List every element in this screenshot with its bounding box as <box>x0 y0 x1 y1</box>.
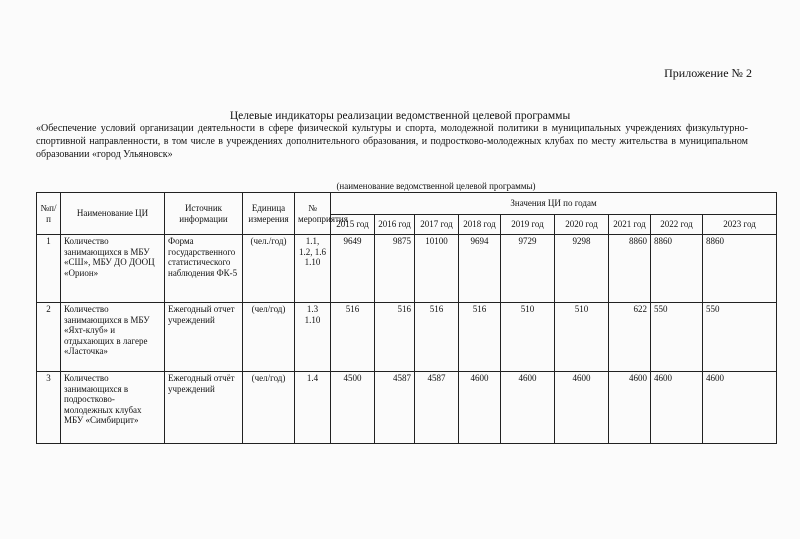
cell-value: 9729 <box>501 235 555 303</box>
cell-value: 4587 <box>415 372 459 444</box>
cell-value: 8860 <box>703 235 777 303</box>
header-num: №п/п <box>37 193 61 235</box>
cell-value: 4500 <box>331 372 375 444</box>
cell-measures: 1.3 1.10 <box>295 303 331 372</box>
cell-measures: 1.1, 1.2, 1.6 1.10 <box>295 235 331 303</box>
cell-source: Форма государственного статистического наблюдения ФК-5 <box>165 235 243 303</box>
cell-value: 510 <box>501 303 555 372</box>
cell-value: 8860 <box>609 235 651 303</box>
cell-value: 4600 <box>703 372 777 444</box>
header-year: 2016 год <box>375 215 415 235</box>
cell-measures: 1.4 <box>295 372 331 444</box>
header-values-group: Значения ЦИ по годам <box>331 193 777 215</box>
cell-value: 4587 <box>375 372 415 444</box>
header-year: 2020 год <box>555 215 609 235</box>
cell-value: 510 <box>555 303 609 372</box>
cell-value: 516 <box>375 303 415 372</box>
header-year: 2021 год <box>609 215 651 235</box>
cell-unit: (чел./год) <box>243 235 295 303</box>
header-year: 2015 год <box>331 215 375 235</box>
cell-source: Ежегодный отчёт учреждений <box>165 372 243 444</box>
cell-value: 550 <box>703 303 777 372</box>
table-body <box>37 235 777 444</box>
cell-value: 4600 <box>459 372 501 444</box>
header-year: 2018 год <box>459 215 501 235</box>
header-year: 2023 год <box>703 215 777 235</box>
cell-unit: (чел/год) <box>243 303 295 372</box>
cell-value: 4600 <box>609 372 651 444</box>
header-year: 2022 год <box>651 215 703 235</box>
appendix-label: Приложение № 2 <box>664 66 752 80</box>
cell-value: 516 <box>415 303 459 372</box>
cell-value: 550 <box>651 303 703 372</box>
cell-num: 3 <box>37 372 61 444</box>
cell-value: 4600 <box>651 372 703 444</box>
cell-name: Количество занимающихся в МБУ «Яхт-клуб» и отдыхающих в лагере «Ласточка» <box>61 303 165 372</box>
header-name: Наименование ЦИ <box>61 193 165 235</box>
header-year: 2019 год <box>501 215 555 235</box>
cell-value: 9649 <box>331 235 375 303</box>
cell-value: 9694 <box>459 235 501 303</box>
document-title: Целевые индикаторы реализации ведомственной целевой программы <box>229 110 571 122</box>
table-row <box>37 372 777 444</box>
cell-value: 622 <box>609 303 651 372</box>
program-description: «Обеспечение условий организации деятельности в сфере физической культуры и спорта, молодежной политики в муниципальных учреждениях физкультурно-спортивной направленности, в том числе в учреждениях дополнительного образования, и подростково-молодежных клубах по месту жительства в муниципальном образовании «город Ульяновск» <box>36 123 748 160</box>
cell-value: 9875 <box>375 235 415 303</box>
program-caption: (наименование ведомственной целевой программы) <box>336 181 536 191</box>
header-year: 2017 год <box>415 215 459 235</box>
cell-value: 4600 <box>555 372 609 444</box>
indicators-table <box>36 192 777 444</box>
header-measures: № мероприятия <box>295 193 331 235</box>
table-row <box>37 303 777 372</box>
header-unit: Единица измерения <box>243 193 295 235</box>
cell-value: 4600 <box>501 372 555 444</box>
cell-value: 9298 <box>555 235 609 303</box>
cell-unit: (чел/год) <box>243 372 295 444</box>
cell-num: 1 <box>37 235 61 303</box>
cell-num: 2 <box>37 303 61 372</box>
cell-source: Ежегодный отчет учреждений <box>165 303 243 372</box>
cell-name: Количество занимающихся в МБУ «СШ», МБУ ДО ДООЦ «Орион» <box>61 235 165 303</box>
cell-value: 516 <box>331 303 375 372</box>
header-source: Источник информации <box>165 193 243 235</box>
table-row <box>37 235 777 303</box>
cell-name: Количество занимающихся в подростково-молодежных клубах МБУ «Симбирцит» <box>61 372 165 444</box>
cell-value: 10100 <box>415 235 459 303</box>
cell-value: 516 <box>459 303 501 372</box>
cell-value: 8860 <box>651 235 703 303</box>
